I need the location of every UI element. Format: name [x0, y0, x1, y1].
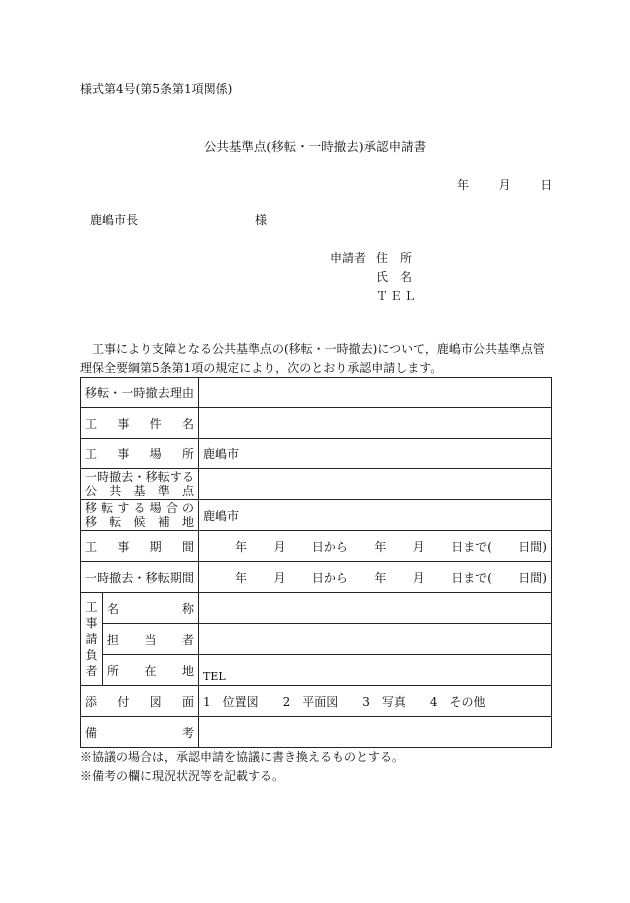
row-contractor-location: [81, 655, 552, 686]
application-table: [80, 377, 552, 748]
label-contractor: [81, 593, 103, 686]
row-work-period: [81, 531, 552, 562]
applicant-address-label: 住 所: [376, 251, 413, 265]
applicant-label: 申請者: [330, 251, 367, 265]
work-from-day: 日から: [311, 539, 348, 554]
label-contractor-name: 名称: [103, 593, 199, 624]
value-work-period[interactable]: [199, 531, 552, 562]
work-days: 日間): [518, 539, 547, 554]
value-work-name[interactable]: [199, 408, 552, 439]
date-line: [457, 176, 552, 193]
date-month: 月: [498, 178, 511, 192]
document-title: 公共基準点(移転・一時撤去)承認申請書: [203, 139, 427, 154]
value-reference-point[interactable]: [199, 469, 552, 500]
value-contractor-person[interactable]: [199, 624, 552, 655]
row-work-place: [81, 439, 552, 469]
form-number: 様式第4号(第5条第1項関係): [80, 82, 233, 96]
row-contractor-person: [81, 624, 552, 655]
label-move-period: 一時撤去・移転期間: [81, 562, 199, 593]
label-work-period: 工事期間: [81, 531, 199, 562]
contractor-tel-label: TEL: [203, 670, 226, 683]
intro-text: 工事により支障となる公共基準点の(移転・一時撤去)について，鹿嶋市公共基準点管理保全要綱第5条第1項の規定により，次のとおり承認申請します。: [80, 342, 545, 375]
value-candidate-site[interactable]: 鹿嶋市: [199, 500, 552, 531]
label-contractor-location: 所在地: [103, 655, 199, 686]
work-to-month: 月: [412, 539, 425, 554]
work-from-month: 月: [273, 539, 286, 554]
label-reference-point: [81, 469, 199, 500]
label-remarks: 備考: [81, 717, 199, 748]
row-attachment: [81, 686, 552, 717]
work-from-year: 年: [235, 539, 248, 554]
move-days: 日間): [518, 570, 547, 585]
label-work-place: 工事場所: [81, 439, 199, 469]
work-to-day: 日まで(: [451, 539, 492, 554]
addressee: 鹿嶋市長: [90, 213, 139, 227]
date-day: 日: [540, 178, 553, 192]
label-reference-point-line1: 一時撤去・移転する: [85, 470, 194, 484]
value-reason[interactable]: [199, 378, 552, 408]
note-1: ※協議の場合は，承認申請を協議に書き換えるものとする。: [80, 750, 405, 764]
label-contractor-person: 担当者: [103, 624, 199, 655]
row-candidate-site: [81, 500, 552, 531]
move-from-year: 年: [235, 570, 248, 585]
date-year: 年: [457, 178, 470, 192]
label-work-name: 工事件名: [81, 408, 199, 439]
value-attachment[interactable]: 1 位置図 2 平面図 3 写真 4 その他: [199, 686, 552, 717]
value-remarks[interactable]: [199, 717, 552, 748]
value-contractor-name[interactable]: [199, 593, 552, 624]
honorific: 様: [255, 213, 268, 227]
move-from-day: 日から: [311, 570, 348, 585]
row-work-name: [81, 408, 552, 439]
label-reference-point-line2: 公共基準点: [85, 484, 194, 498]
move-to-month: 月: [412, 570, 425, 585]
row-remarks: [81, 717, 552, 748]
label-contractor-vertical: 工事請負者: [85, 600, 98, 678]
row-move-period: [81, 562, 552, 593]
note-2: ※備考の欄に現況状況等を記載する。: [80, 769, 285, 783]
label-attachment: 添付図面: [81, 686, 199, 717]
move-to-day: 日まで(: [451, 570, 492, 585]
row-reason: [81, 378, 552, 408]
label-candidate-site: [81, 500, 199, 531]
value-work-place[interactable]: 鹿嶋市: [199, 439, 552, 469]
value-contractor-location[interactable]: [199, 655, 552, 686]
row-reference-point: [81, 469, 552, 500]
move-from-month: 月: [273, 570, 286, 585]
label-candidate-site-line1: 移転する場合の: [85, 501, 194, 515]
value-move-period[interactable]: [199, 562, 552, 593]
label-candidate-site-line2: 移転候補地: [85, 515, 194, 529]
move-to-year: 年: [374, 570, 387, 585]
applicant-name-label: 氏 名: [376, 270, 413, 284]
label-reason: 移転・一時撤去理由: [81, 378, 199, 408]
row-contractor-name: [81, 593, 552, 624]
work-to-year: 年: [374, 539, 387, 554]
applicant-tel-label: ＴＥＬ: [376, 289, 419, 303]
